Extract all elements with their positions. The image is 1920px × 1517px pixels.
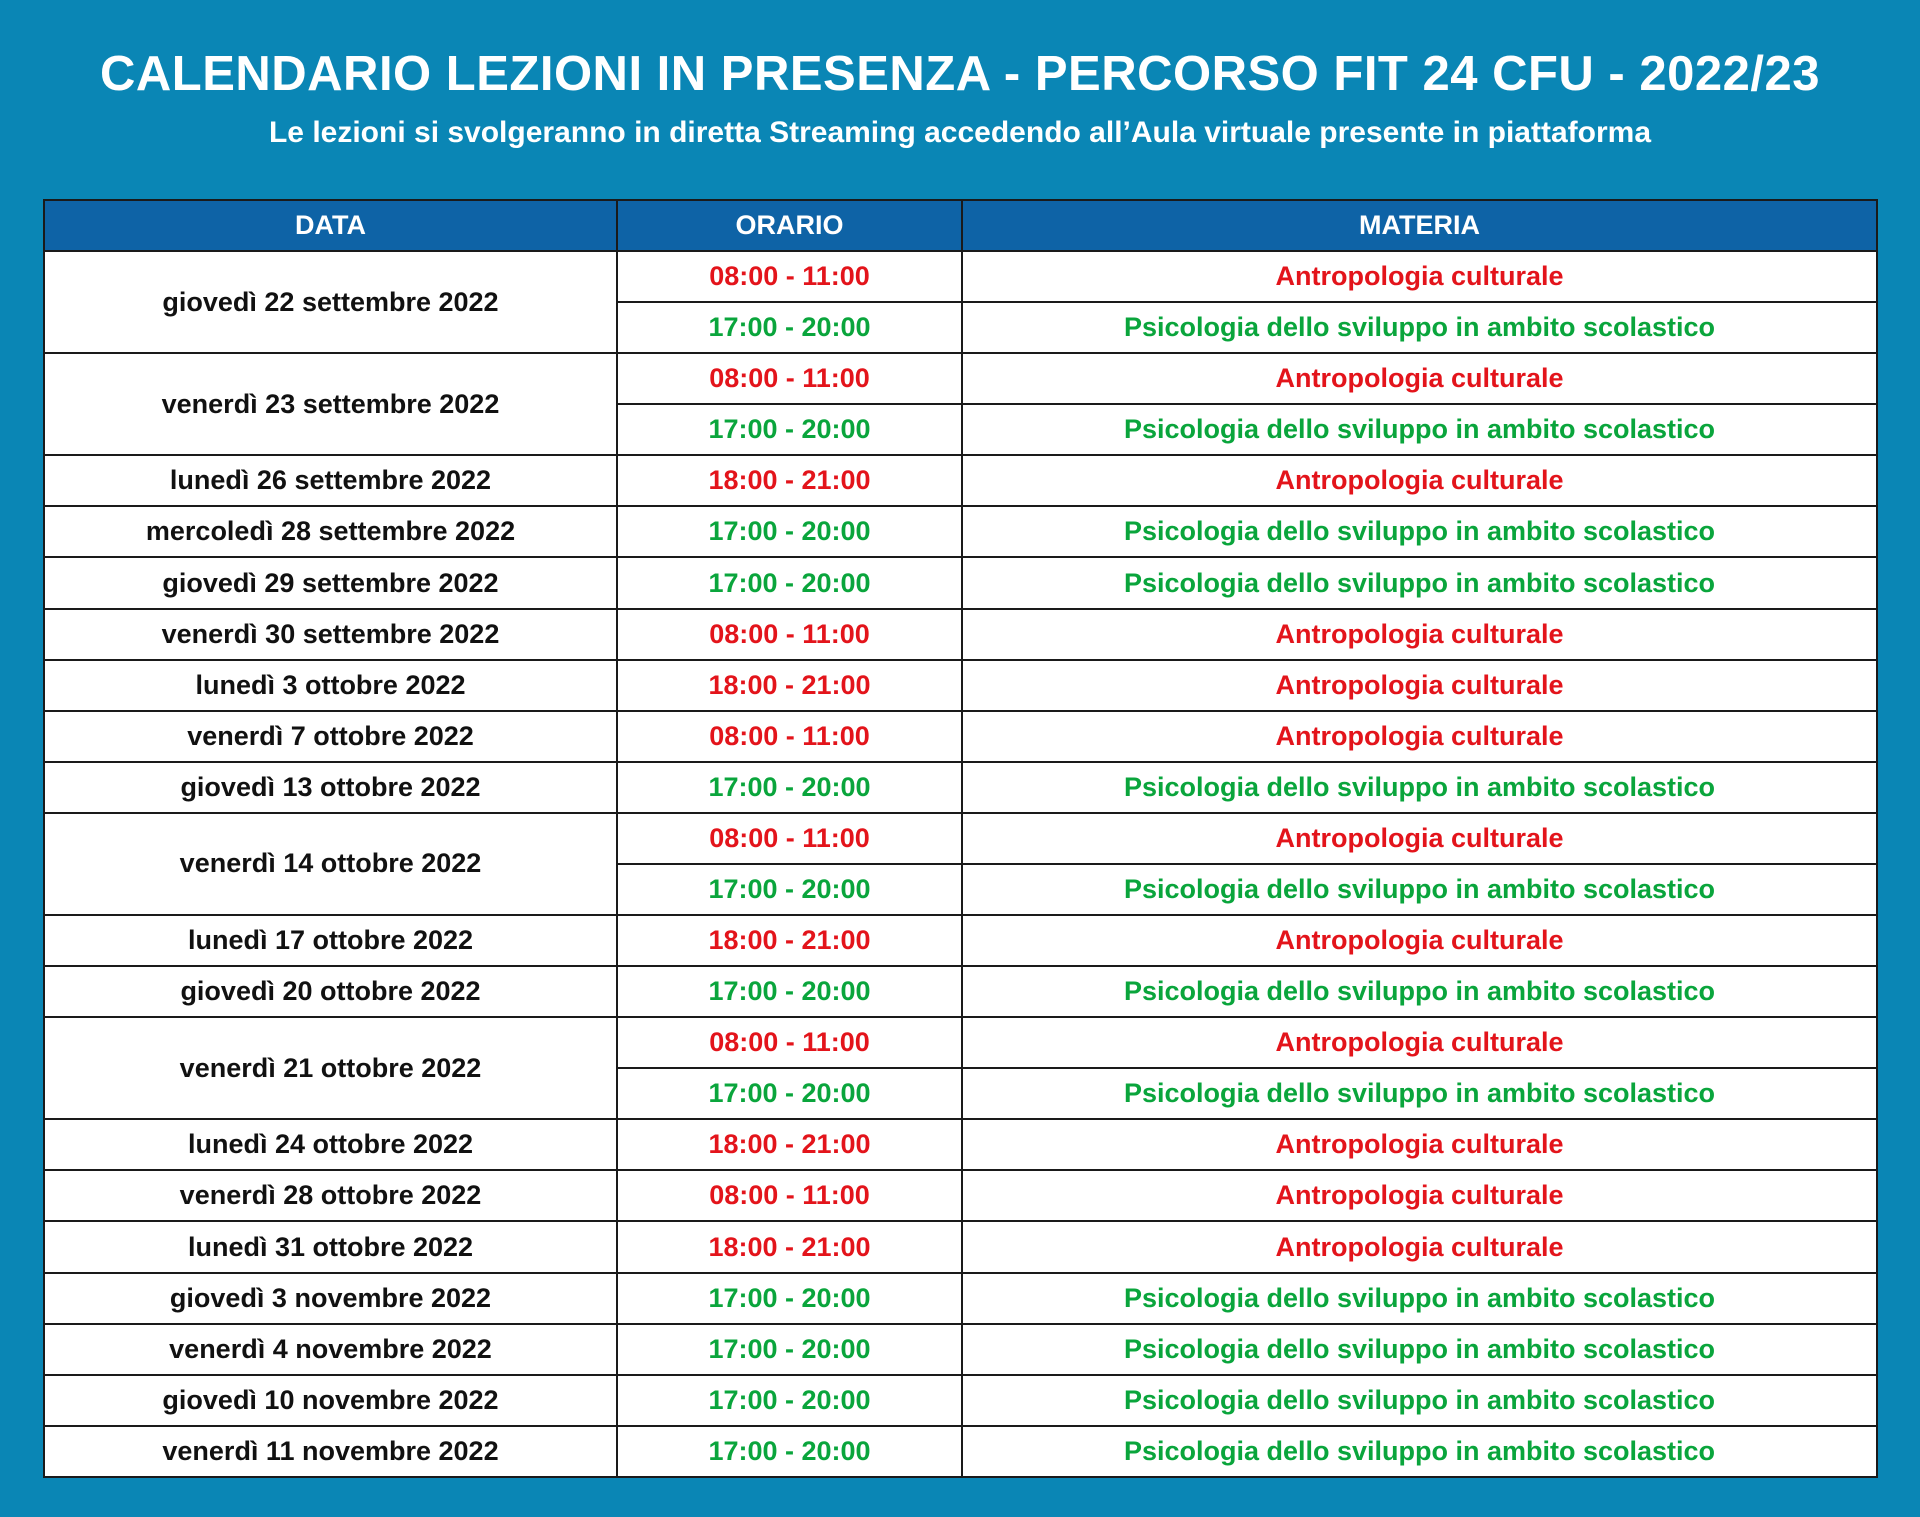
table-header-row — [44, 200, 1877, 251]
time-cell: 08:00 - 11:00 — [617, 251, 962, 302]
subject-cell: Antropologia culturale — [962, 353, 1877, 404]
subject-cell: Antropologia culturale — [962, 660, 1877, 711]
table-body — [44, 251, 1877, 1477]
subject-cell: Psicologia dello sviluppo in ambito scolastico — [962, 302, 1877, 353]
subject-cell: Psicologia dello sviluppo in ambito scolastico — [962, 1273, 1877, 1324]
time-cell: 08:00 - 11:00 — [617, 1170, 962, 1221]
date-cell: lunedì 26 settembre 2022 — [44, 455, 617, 506]
time-cell: 17:00 - 20:00 — [617, 1375, 962, 1426]
date-cell: giovedì 10 novembre 2022 — [44, 1375, 617, 1426]
time-cell: 17:00 - 20:00 — [617, 506, 962, 557]
time-cell: 17:00 - 20:00 — [617, 966, 962, 1017]
date-cell: lunedì 3 ottobre 2022 — [44, 660, 617, 711]
subject-cell: Psicologia dello sviluppo in ambito scolastico — [962, 404, 1877, 455]
subject-cell: Antropologia culturale — [962, 915, 1877, 966]
table-row — [44, 455, 1877, 506]
time-cell: 17:00 - 20:00 — [617, 557, 962, 608]
time-cell: 08:00 - 11:00 — [617, 1017, 962, 1068]
date-cell: lunedì 24 ottobre 2022 — [44, 1119, 617, 1170]
date-cell: venerdì 11 novembre 2022 — [44, 1426, 617, 1477]
date-cell: venerdì 7 ottobre 2022 — [44, 711, 617, 762]
time-cell: 08:00 - 11:00 — [617, 813, 962, 864]
table-row — [44, 1426, 1877, 1477]
column-header-orario: ORARIO — [617, 200, 962, 251]
time-cell: 18:00 - 21:00 — [617, 660, 962, 711]
date-cell: venerdì 23 settembre 2022 — [44, 353, 617, 455]
date-cell: venerdì 4 novembre 2022 — [44, 1324, 617, 1375]
table-row — [44, 251, 1877, 302]
column-header-data: DATA — [44, 200, 617, 251]
date-cell: lunedì 31 ottobre 2022 — [44, 1221, 617, 1272]
table-row — [44, 506, 1877, 557]
date-cell: mercoledì 28 settembre 2022 — [44, 506, 617, 557]
subject-cell: Psicologia dello sviluppo in ambito scolastico — [962, 1375, 1877, 1426]
subject-cell: Antropologia culturale — [962, 813, 1877, 864]
date-cell: venerdì 21 ottobre 2022 — [44, 1017, 617, 1119]
subject-cell: Psicologia dello sviluppo in ambito scolastico — [962, 557, 1877, 608]
time-cell: 18:00 - 21:00 — [617, 1221, 962, 1272]
time-cell: 18:00 - 21:00 — [617, 1119, 962, 1170]
time-cell: 17:00 - 20:00 — [617, 1273, 962, 1324]
time-cell: 17:00 - 20:00 — [617, 1068, 962, 1119]
subject-cell: Psicologia dello sviluppo in ambito scolastico — [962, 864, 1877, 915]
time-cell: 17:00 - 20:00 — [617, 302, 962, 353]
date-cell: lunedì 17 ottobre 2022 — [44, 915, 617, 966]
table-row — [44, 1273, 1877, 1324]
date-cell: giovedì 20 ottobre 2022 — [44, 966, 617, 1017]
subject-cell: Psicologia dello sviluppo in ambito scolastico — [962, 966, 1877, 1017]
table-row — [44, 1375, 1877, 1426]
subject-cell: Antropologia culturale — [962, 251, 1877, 302]
time-cell: 08:00 - 11:00 — [617, 353, 962, 404]
subject-cell: Antropologia culturale — [962, 1170, 1877, 1221]
subject-cell: Antropologia culturale — [962, 455, 1877, 506]
subject-cell: Psicologia dello sviluppo in ambito scolastico — [962, 506, 1877, 557]
time-cell: 17:00 - 20:00 — [617, 1324, 962, 1375]
date-cell: venerdì 14 ottobre 2022 — [44, 813, 617, 915]
time-cell: 18:00 - 21:00 — [617, 455, 962, 506]
date-cell: giovedì 13 ottobre 2022 — [44, 762, 617, 813]
table-row — [44, 660, 1877, 711]
table-row — [44, 353, 1877, 404]
date-cell: venerdì 30 settembre 2022 — [44, 609, 617, 660]
time-cell: 17:00 - 20:00 — [617, 762, 962, 813]
table-row — [44, 915, 1877, 966]
subject-cell: Psicologia dello sviluppo in ambito scolastico — [962, 1068, 1877, 1119]
time-cell: 18:00 - 21:00 — [617, 915, 962, 966]
table-row — [44, 1170, 1877, 1221]
table-row — [44, 711, 1877, 762]
subject-cell: Antropologia culturale — [962, 1119, 1877, 1170]
date-cell: venerdì 28 ottobre 2022 — [44, 1170, 617, 1221]
time-cell: 08:00 - 11:00 — [617, 711, 962, 762]
subject-cell: Psicologia dello sviluppo in ambito scolastico — [962, 1426, 1877, 1477]
time-cell: 17:00 - 20:00 — [617, 1426, 962, 1477]
time-cell: 17:00 - 20:00 — [617, 864, 962, 915]
page-subtitle: Le lezioni si svolgeranno in diretta Streaming accedendo all’Aula virtuale presente in piattaforma — [268, 116, 1652, 149]
subject-cell: Psicologia dello sviluppo in ambito scolastico — [962, 762, 1877, 813]
table-row — [44, 762, 1877, 813]
column-header-materia: MATERIA — [962, 200, 1877, 251]
table-row — [44, 1119, 1877, 1170]
table-row — [44, 1017, 1877, 1068]
subject-cell: Antropologia culturale — [962, 609, 1877, 660]
table-row — [44, 966, 1877, 1017]
table-row — [44, 1324, 1877, 1375]
table-row — [44, 609, 1877, 660]
schedule-table — [43, 199, 1878, 1478]
subject-cell: Antropologia culturale — [962, 1017, 1877, 1068]
table-row — [44, 813, 1877, 864]
subject-cell: Antropologia culturale — [962, 1221, 1877, 1272]
page-title: CALENDARIO LEZIONI IN PRESENZA - PERCORSO FIT 24 CFU - 2022/23 — [100, 47, 1820, 101]
table-row — [44, 557, 1877, 608]
date-cell: giovedì 29 settembre 2022 — [44, 557, 617, 608]
time-cell: 08:00 - 11:00 — [617, 609, 962, 660]
date-cell: giovedì 22 settembre 2022 — [44, 251, 617, 353]
date-cell: giovedì 3 novembre 2022 — [44, 1273, 617, 1324]
table-row — [44, 1221, 1877, 1272]
time-cell: 17:00 - 20:00 — [617, 404, 962, 455]
subject-cell: Antropologia culturale — [962, 711, 1877, 762]
subject-cell: Psicologia dello sviluppo in ambito scolastico — [962, 1324, 1877, 1375]
